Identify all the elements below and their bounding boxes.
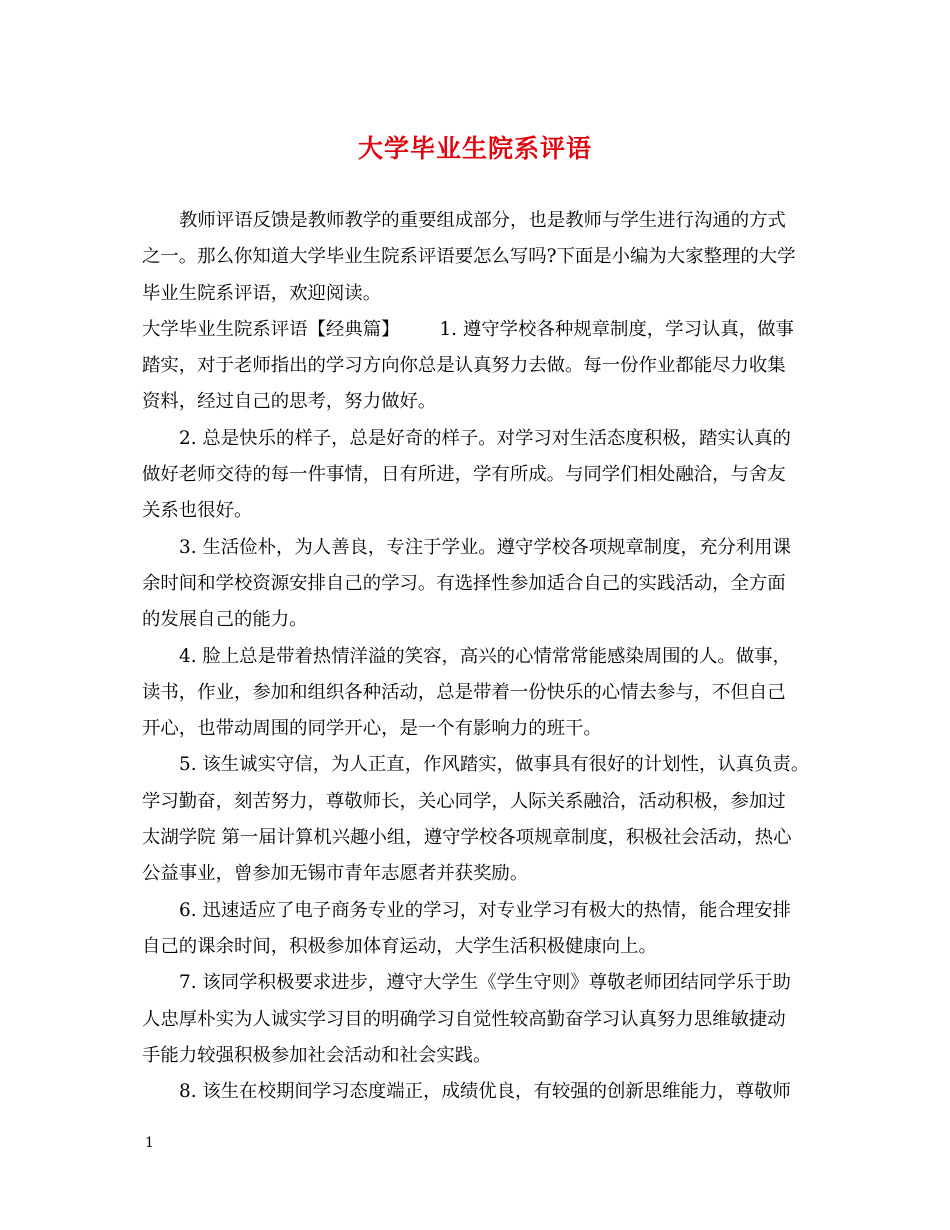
text-line: 资料，经过自己的思考，努力做好。 xyxy=(142,391,437,413)
page-number: 1 xyxy=(145,1135,154,1151)
text-line: 关系也很好。 xyxy=(142,500,253,522)
text-line: 太湖学院 第一届计算机兴趣小组，遵守学校各项规章制度，积极社会活动，热心 xyxy=(142,827,792,849)
text-line: 4. 脸上总是带着热情洋溢的笑容，高兴的心情常常能感染周围的人。做事， xyxy=(179,645,791,667)
text-line: 6. 迅速适应了电子商务专业的学习，对专业学习有极大的热情，能合理安排 xyxy=(179,899,791,921)
text-line: 毕业生院系评语，欢迎阅读。 xyxy=(142,282,382,304)
text-line: 之一。那么你知道大学毕业生院系评语要怎么写吗?下面是小编为大家整理的大学 xyxy=(142,246,796,268)
text-line: 开心，也带动周围的同学开心，是一个有影响力的班干。 xyxy=(142,718,602,740)
text-line: 人忠厚朴实为人诚实学习目的明确学习自觉性较高勤奋学习认真努力思维敏捷动 xyxy=(142,1008,786,1030)
text-line: 的发展自己的能力。 xyxy=(142,609,308,631)
document-body xyxy=(142,203,814,1110)
text-line: 2. 总是快乐的样子，总是好奇的样子。对学习对生活态度积极，踏实认真的 xyxy=(179,427,791,449)
text-line: 自己的课余时间，积极参加体育运动，大学生活积极健康向上。 xyxy=(142,935,657,957)
text-line-combined xyxy=(142,312,814,348)
text-line: 公益事业，曾参加无锡市青年志愿者并获奖励。 xyxy=(142,863,529,885)
document-title: 大学毕业生院系评语 xyxy=(357,134,592,163)
text-line: 踏实，对于老师指出的学习方向你总是认真努力去做。每一份作业都能尽力收集 xyxy=(142,355,786,377)
text-line: 7. 该同学积极要求进步，遵守大学生《学生守则》尊敬老师团结同学乐于助 xyxy=(179,972,791,994)
text-fragment: 1. 遵守学校各种规章制度，学习认真，做事 xyxy=(439,318,794,340)
text-line: 做好老师交待的每一件事情，日有所进，学有所成。与同学们相处融洽，与舍友 xyxy=(142,464,786,486)
text-line: 手能力较强积极参加社会活动和社会实践。 xyxy=(142,1044,492,1066)
section-heading: 大学毕业生院系评语【经典篇】 xyxy=(142,318,400,340)
text-line: 5. 该生诚实守信，为人正直，作风踏实，做事具有很好的计划性，认真负责。 xyxy=(179,754,810,776)
text-line: 学习勤奋，刻苦努力，尊敬师长，关心同学，人际关系融洽，活动积极，参加过 xyxy=(142,790,786,812)
text-line: 教师评语反馈是教师教学的重要组成部分，也是教师与学生进行沟通的方式 xyxy=(179,210,786,231)
text-line: 余时间和学校资源安排自己的学习。有选择性参加适合自己的实践活动，全方面 xyxy=(142,572,786,594)
text-line: 读书，作业，参加和组织各种活动，总是带着一份快乐的心情去参与，不但自己 xyxy=(142,681,786,703)
text-line: 8. 该生在校期间学习态度端正，成绩优良，有较强的创新思维能力，尊敬师 xyxy=(179,1081,791,1103)
text-line: 3. 生活俭朴，为人善良，专注于学业。遵守学校各项规章制度，充分利用课 xyxy=(179,536,791,558)
